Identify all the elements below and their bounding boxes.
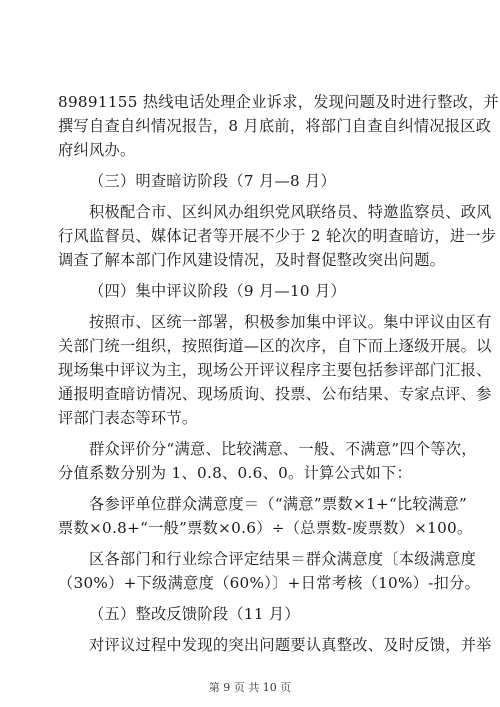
formula-line: （30%）+下级满意度（60%）〕+日常考核（10%）-扣分。 [58, 574, 481, 592]
formula-line: 区各部门和行业综合评定结果＝群众满意度〔本级满意度 [89, 550, 477, 568]
text-line: 撰写自查自纠情况报告，8 月底前，将部门自查自纠情况报区政 [58, 117, 492, 135]
text-line: 府纠风办。 [58, 141, 136, 159]
formula-line: 各参评单位群众满意度＝（“满意”票数×1+“比较满意” [89, 495, 468, 513]
section-heading-3: （三）明查暗访阶段（7 月—8 月） [89, 172, 337, 190]
text-line: 按照市、区统一部署，积极参加集中评议。集中评议由区有 [89, 313, 492, 331]
text-line: 行风监督员、媒体记者等开展不少于 2 轮次的明查暗访，进一步 [58, 227, 497, 245]
text-line: 通报明查暗访情况、现场质询、投票、公布结果、专家点评、参 [58, 385, 492, 403]
page-number-footer: 第 9 页 共 10 页 [208, 681, 292, 694]
section-heading-5: （五）整改反馈阶段（11 月） [89, 605, 300, 623]
text-line: 关部门统一组织，按照街道—区的次序，自下而上逐级开展。以 [58, 337, 492, 355]
text-line: 分值系数分别为 1、0.8、0.6、0。计算公式如下： [58, 464, 412, 482]
text-line: 群众评价分“满意、比较满意、一般、不满意”四个等次， [89, 440, 477, 458]
body-text [58, 90, 500, 657]
text-line: 89891155 热线电话处理企业诉求，发现问题及时进行整改，并 [58, 93, 500, 111]
text-line: 评部门表态等环节。 [58, 409, 198, 427]
text-line: 现场集中评议为主，现场公开评议程序主要包括参评部门汇报、 [58, 361, 492, 379]
text-line: 积极配合市、区纠风办组织党风联络员、特邀监察员、政风 [89, 203, 492, 221]
text-line: 调查了解本部门作风建设情况，及时督促整改突出问题。 [58, 251, 446, 269]
formula-line: 票数×0.8+“一般”票数×0.6）÷（总票数-废票数）×100。 [58, 519, 473, 537]
text-line: 对评议过程中发现的突出问题要认真整改、及时反馈，并举 [89, 636, 492, 654]
section-heading-4: （四）集中评议阶段（9 月—10 月） [89, 282, 346, 300]
